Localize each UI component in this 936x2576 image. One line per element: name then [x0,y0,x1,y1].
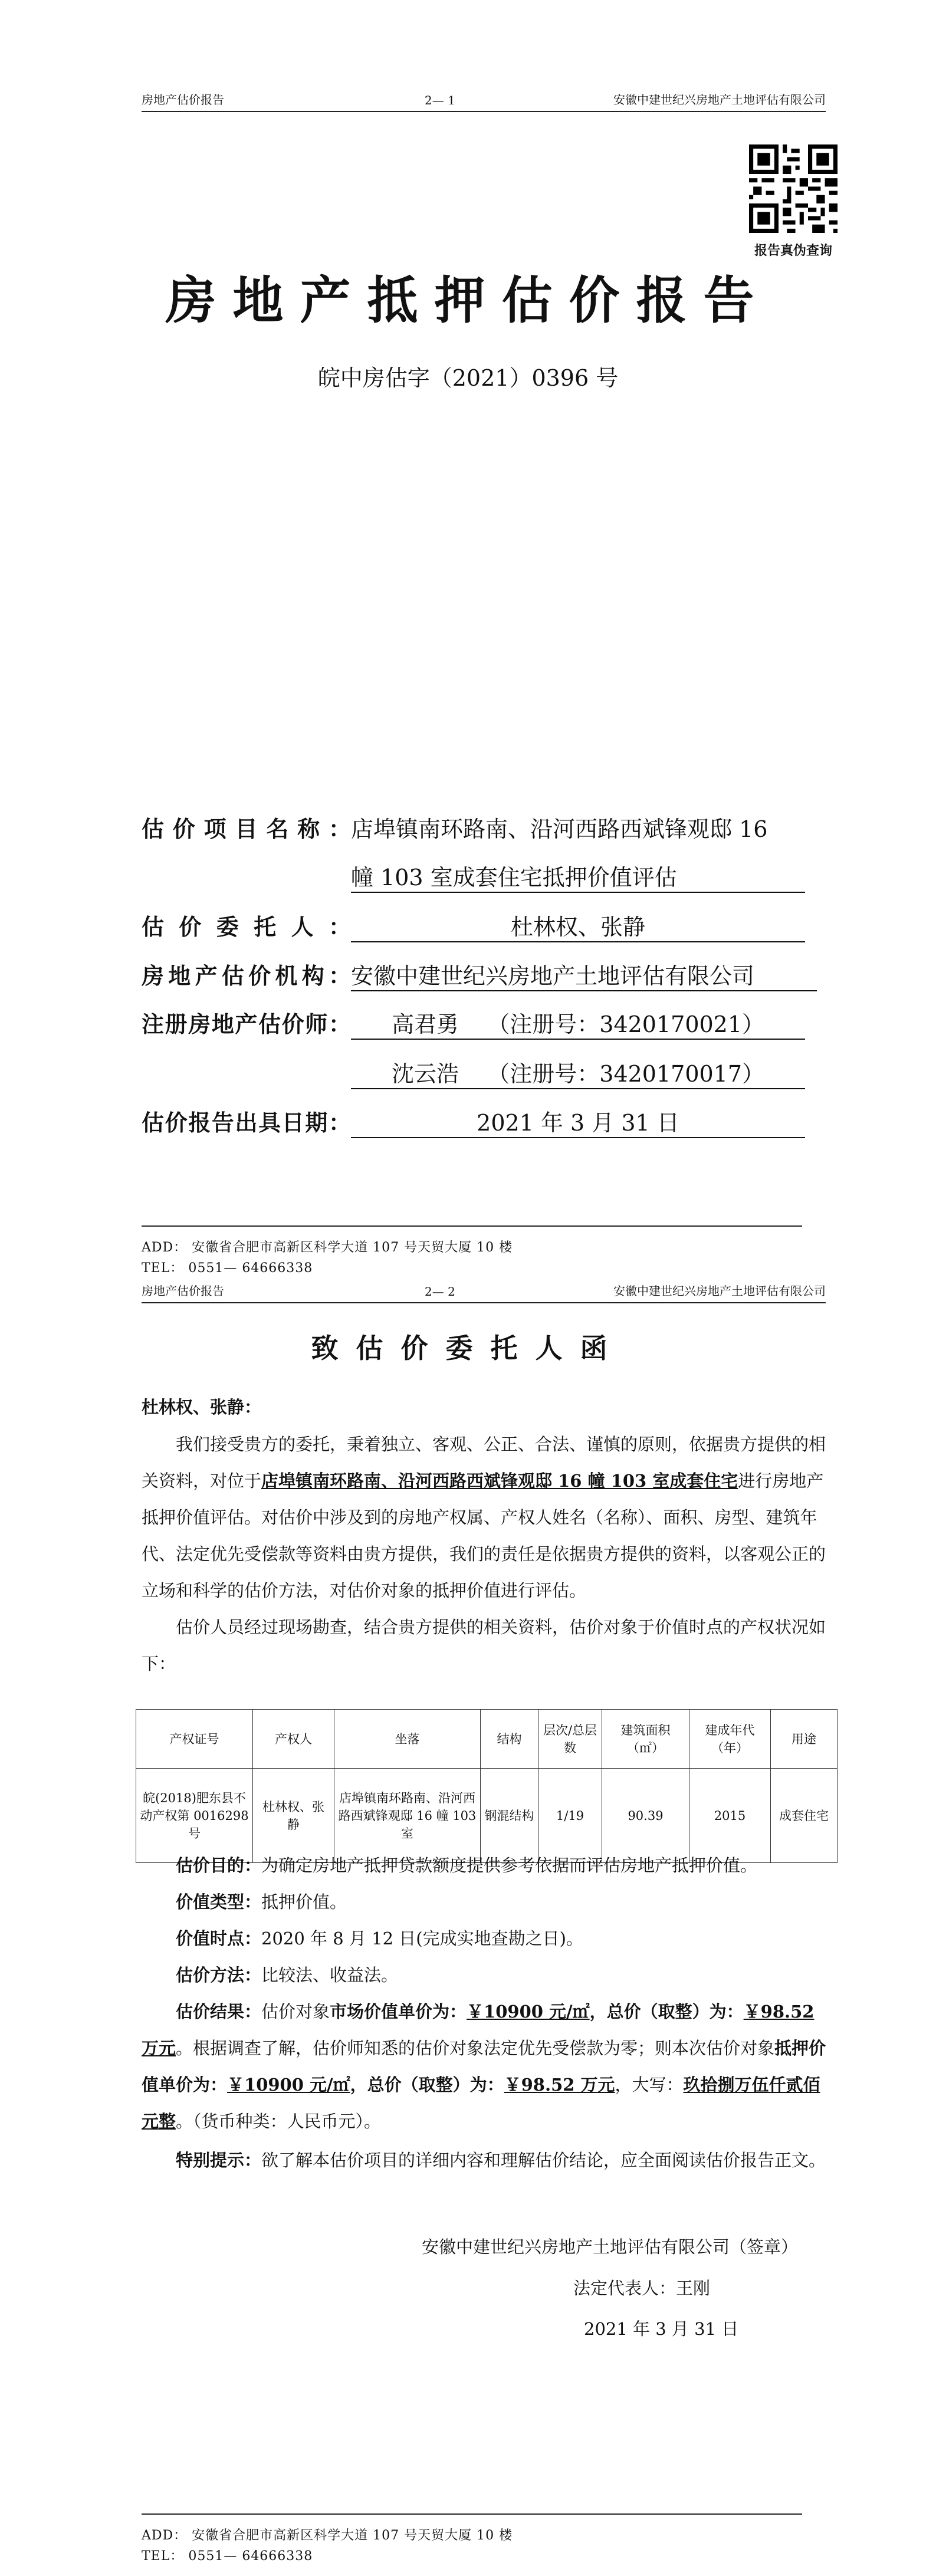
field-label: 估价结果： [176,2002,262,2022]
table-header: 坐落 [334,1710,481,1769]
value-type [142,1884,835,1920]
footer-address-2: ADD： 安徽省合肥市高新区科学大道 107 号天贸大厦 10 楼 [142,2528,513,2543]
letter-title: 致估价委托人函 [311,1332,625,1364]
footer-tel-2: TEL： 0551— 64666338 [142,2549,313,2564]
report-title: 房地产抵押估价报告 [165,271,771,330]
mortgage-unit-price: ￥10900 元/㎡ [227,2075,350,2095]
table-cell: 皖(2018)肥东县不动产权第 0016298 号 [136,1769,253,1863]
amount-in-words: 玖拾捌万伍仟贰佰元整 [142,2075,820,2131]
client-value: 杜林权、张静 [351,909,805,942]
appraiser-row [142,1006,849,1041]
client-row [142,909,849,944]
header-page-number: 2— 1 [425,93,455,107]
valuation-result [142,1993,835,2140]
field-label: 估价目的： [176,1855,262,1875]
field-label: 特别提示： [176,2150,262,2170]
footer-divider [142,1225,802,1227]
project-name-line2: 幢 103 室成套住宅抵押价值评估 [351,859,805,893]
result-text: 市场价值单价为： [330,2002,467,2022]
footer-divider-2 [142,2513,802,2515]
agency-label: 房地产估价机构： [142,962,351,989]
table-cell: 杜林权、张静 [253,1769,334,1863]
result-text: ，总价（取整）为： [350,2075,504,2095]
table-header: 建成年代（年） [689,1710,771,1769]
mortgage-total-price: ￥98.52 万元 [504,2075,615,2095]
property-location: 店埠镇南环路南、沿河西路西斌锋观邸 16 幢 103 室成套住宅 [261,1471,738,1491]
letter-p1-text-2: 进行房地产抵押价值评估。对估价中涉及到的房地产权属、产权人姓名（名称）、面积、房型、建筑年代、法定优先受偿款等资料由贵方提供，我们的责任是依据贵方提供的资料，以客观公正的立场和科学的估价方法，对估价对象的抵押价值进行评估。 [142,1471,826,1601]
field-value: 欲了解本估价项目的详细内容和理解估价结论，应全面阅读估价报告正文。 [261,2150,826,2170]
table-cell: 2015 [689,1769,771,1863]
report-number: 皖中房估字（2021）0396 号 [317,365,619,391]
header-doc-type: 房地产估价报告 [142,93,224,107]
appraiser-2: 沈云浩 （注册号：3420170017） [351,1056,805,1089]
appraiser-row-2 [142,1056,849,1091]
valuation-purpose [142,1847,835,1884]
letter-paragraph-1 [142,1426,835,1609]
agency-row [142,958,849,993]
letter-p1-text: 我们接受贵方的委托，秉着独立、客观、公正、合法、谨慎的原则，依据贵方提供的相关资料，对位于 [142,1434,826,1491]
client-label: 估价委托人： [142,914,351,940]
table-cell: 90.39 [602,1769,689,1863]
letter-salutation: 杜林权、张静： [142,1397,262,1417]
page-header-2 [142,1279,826,1303]
agency-value: 安徽中建世纪兴房地产土地评估有限公司 [351,958,817,991]
header-doc-type: 房地产估价报告 [142,1284,224,1298]
result-text: 。根据调查了解，估价师知悉的估价对象法定优先受偿款为零；则本次估价对象 [176,2038,775,2058]
report-date-value: 2021 年 3 月 31 日 [351,1105,805,1138]
page-header [142,87,826,112]
appraiser-label: 注册房地产估价师： [142,1011,351,1037]
market-total-price: ￥98.52 万元 [142,2002,815,2058]
header-company: 安徽中建世纪兴房地产土地评估有限公司 [613,93,826,107]
result-text: 估价对象 [261,2002,330,2022]
market-unit-price: ￥10900 元/㎡ [467,2002,590,2022]
qr-code-icon[interactable] [749,144,838,233]
project-name-label: 估价项目名称： [142,816,351,842]
result-text: 抵押价值单价为： [142,2038,826,2095]
table-cell: 钢混结构 [481,1769,538,1863]
field-label: 价值类型： [176,1892,262,1912]
result-text: ，大写： [615,2075,684,2095]
result-text: 。（货币种类：人民币元）。 [176,2111,382,2131]
header-page-number: 2— 2 [425,1284,455,1299]
table-header-row [136,1710,838,1769]
field-label: 价值时点： [176,1928,262,1949]
table-cell: 1/19 [538,1769,602,1863]
report-date-label: 估价报告出具日期： [142,1109,351,1136]
header-company: 安徽中建世纪兴房地产土地评估有限公司 [613,1284,826,1298]
table-cell: 成套住宅 [771,1769,838,1863]
project-name-row [142,811,849,846]
value-time [142,1920,835,1957]
field-value: 比较法、收益法。 [261,1965,399,1985]
table-header: 产权证号 [136,1710,253,1769]
special-notice [142,2142,835,2179]
appraiser-1: 高君勇 （注册号：3420170021） [351,1006,805,1040]
signature-date: 2021 年 3 月 31 日 [584,2319,739,2339]
field-label: 估价方法： [176,1965,262,1985]
report-date-row [142,1105,849,1140]
qr-code-label: 报告真伪查询 [754,243,832,258]
footer-address: ADD： 安徽省合肥市高新区科学大道 107 号天贸大厦 10 楼 [142,1240,513,1255]
letter-paragraph-2: 估价人员经过现场勘查，结合贵方提供的相关资料，估价对象于价值时点的产权状况如下： [142,1617,826,1674]
table-header: 建筑面积（㎡） [602,1710,689,1769]
table-header: 产权人 [253,1710,334,1769]
project-name-row-2 [142,859,849,895]
legal-representative: 法定代表人：王刚 [573,2278,711,2298]
table-cell: 店埠镇南环路南、沿河西路西斌锋观邸 16 幢 103 室 [334,1769,481,1863]
result-text: ，总价（取整）为： [589,2002,744,2022]
signature-company: 安徽中建世纪兴房地产土地评估有限公司（签章） [422,2237,799,2257]
project-name-line1: 店埠镇南环路南、沿河西路西斌锋观邸 16 [351,816,768,842]
field-value: 为确定房地产抵押贷款额度提供参考依据而评估房地产抵押价值。 [261,1855,758,1875]
table-header: 结构 [481,1710,538,1769]
footer-tel: TEL： 0551— 64666338 [142,1261,313,1276]
table-header: 层次/总层数 [538,1710,602,1769]
property-table [136,1709,838,1863]
field-value: 抵押价值。 [261,1892,347,1912]
field-value: 2020 年 8 月 12 日(完成实地查勘之日)。 [261,1928,583,1949]
valuation-method [142,1957,835,1993]
table-header: 用途 [771,1710,838,1769]
